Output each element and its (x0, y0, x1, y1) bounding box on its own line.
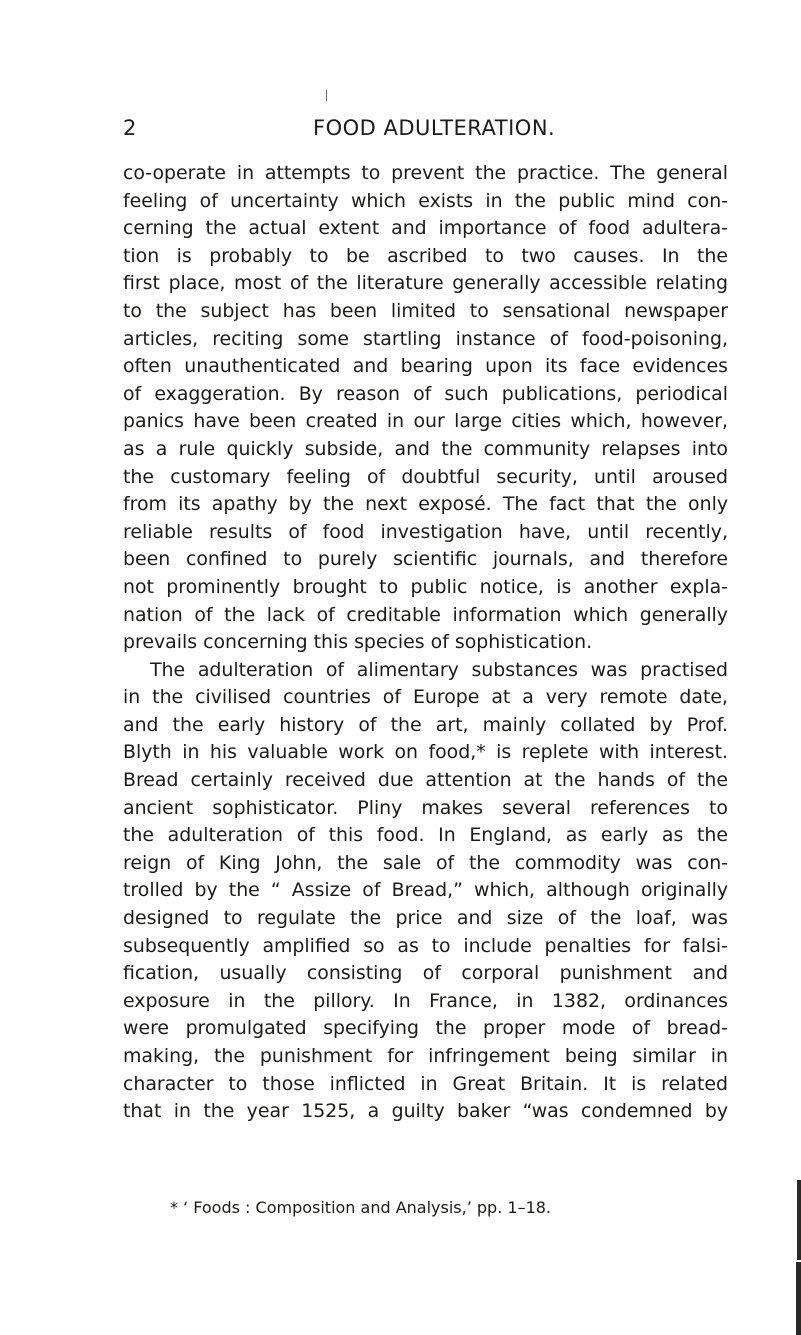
text-line: cerning the actual extent and importance of food adultera- (123, 217, 728, 240)
text-line: exposure in the pillory. In France, in 1382, ordinances (123, 989, 728, 1012)
footnote: * ‘ Foods : Composition and Analysis,’ pp. 1–18. (170, 1198, 552, 1217)
text-line: prevails concerning this species of sophistication. (123, 631, 593, 654)
text-line: making, the punishment for infringement being similar in (123, 1045, 728, 1067)
text-line: to the subject has been limited to sensational newspaper (123, 299, 728, 322)
page-number: 2 (123, 116, 137, 140)
text-line: articles, reciting some startling instance of food-poisoning, (123, 327, 728, 350)
text-line: been confined to purely scientific journals, and therefore (123, 548, 728, 571)
text-line: were promulgated specifying the proper mode of bread- (123, 1017, 728, 1040)
body-text (123, 160, 728, 1126)
scan-edge-mark-lower (796, 1262, 801, 1335)
text-line: the customary feeling of doubtful security, until aroused (123, 465, 728, 488)
text-line: feeling of uncertainty which exists in the public mind con- (123, 189, 728, 212)
text-line: trolled by the “ Assize of Bread,” which, although originally (123, 879, 728, 902)
text-line: tion is probably to be ascribed to two causes. In the (123, 244, 728, 267)
text-line: nation of the lack of creditable information which generally (123, 603, 728, 626)
text-line: Bread certainly received due attention at the hands of the (123, 769, 728, 792)
text-line: often unauthenticated and bearing upon its face evidences (123, 355, 728, 378)
printer-mark (326, 90, 327, 101)
text-line: of exaggeration. By reason of such publications, periodical (123, 382, 728, 405)
text-line: The adulteration of alimentary substances was practised (150, 658, 728, 681)
text-line: Blyth in his valuable work on food,* is replete with interest. (123, 741, 728, 764)
text-line: that in the year 1525, a guilty baker “was condemned by (123, 1100, 728, 1123)
text-line: not prominently brought to public notice, is another expla- (123, 575, 728, 598)
text-line: character to those inflicted in Great Britain. It is related (123, 1072, 728, 1095)
text-line: the adulteration of this food. In England, as early as the (123, 824, 728, 847)
text-line: panics have been created in our large cities which, however, (123, 410, 728, 433)
text-line: as a rule quickly subside, and the community relapses into (123, 437, 728, 460)
text-line: co-operate in attempts to prevent the practice. The general (123, 162, 728, 184)
text-line: reliable results of food investigation have, until recently, (123, 520, 728, 543)
text-line: from its apathy by the next exposé. The fact that the only (123, 493, 728, 516)
text-line: ancient sophisticator. Pliny makes several references to (123, 796, 728, 819)
text-line: in the civilised countries of Europe at a very remote date, (123, 686, 728, 709)
text-line: reign of King John, the sale of the commodity was con- (123, 851, 728, 874)
text-line: and the early history of the art, mainly collated by Prof. (123, 713, 728, 736)
text-line: subsequently amplified so as to include penalties for falsi- (123, 934, 728, 957)
text-line: fication, usually consisting of corporal punishment and (123, 962, 728, 985)
scan-edge-mark-upper (797, 1180, 801, 1260)
text-line: designed to regulate the price and size of the loaf, was (123, 907, 728, 930)
text-line: first place, most of the literature generally accessible relating (123, 272, 728, 295)
page-header (123, 112, 723, 142)
running-head: FOOD ADULTERATION. (313, 116, 556, 140)
